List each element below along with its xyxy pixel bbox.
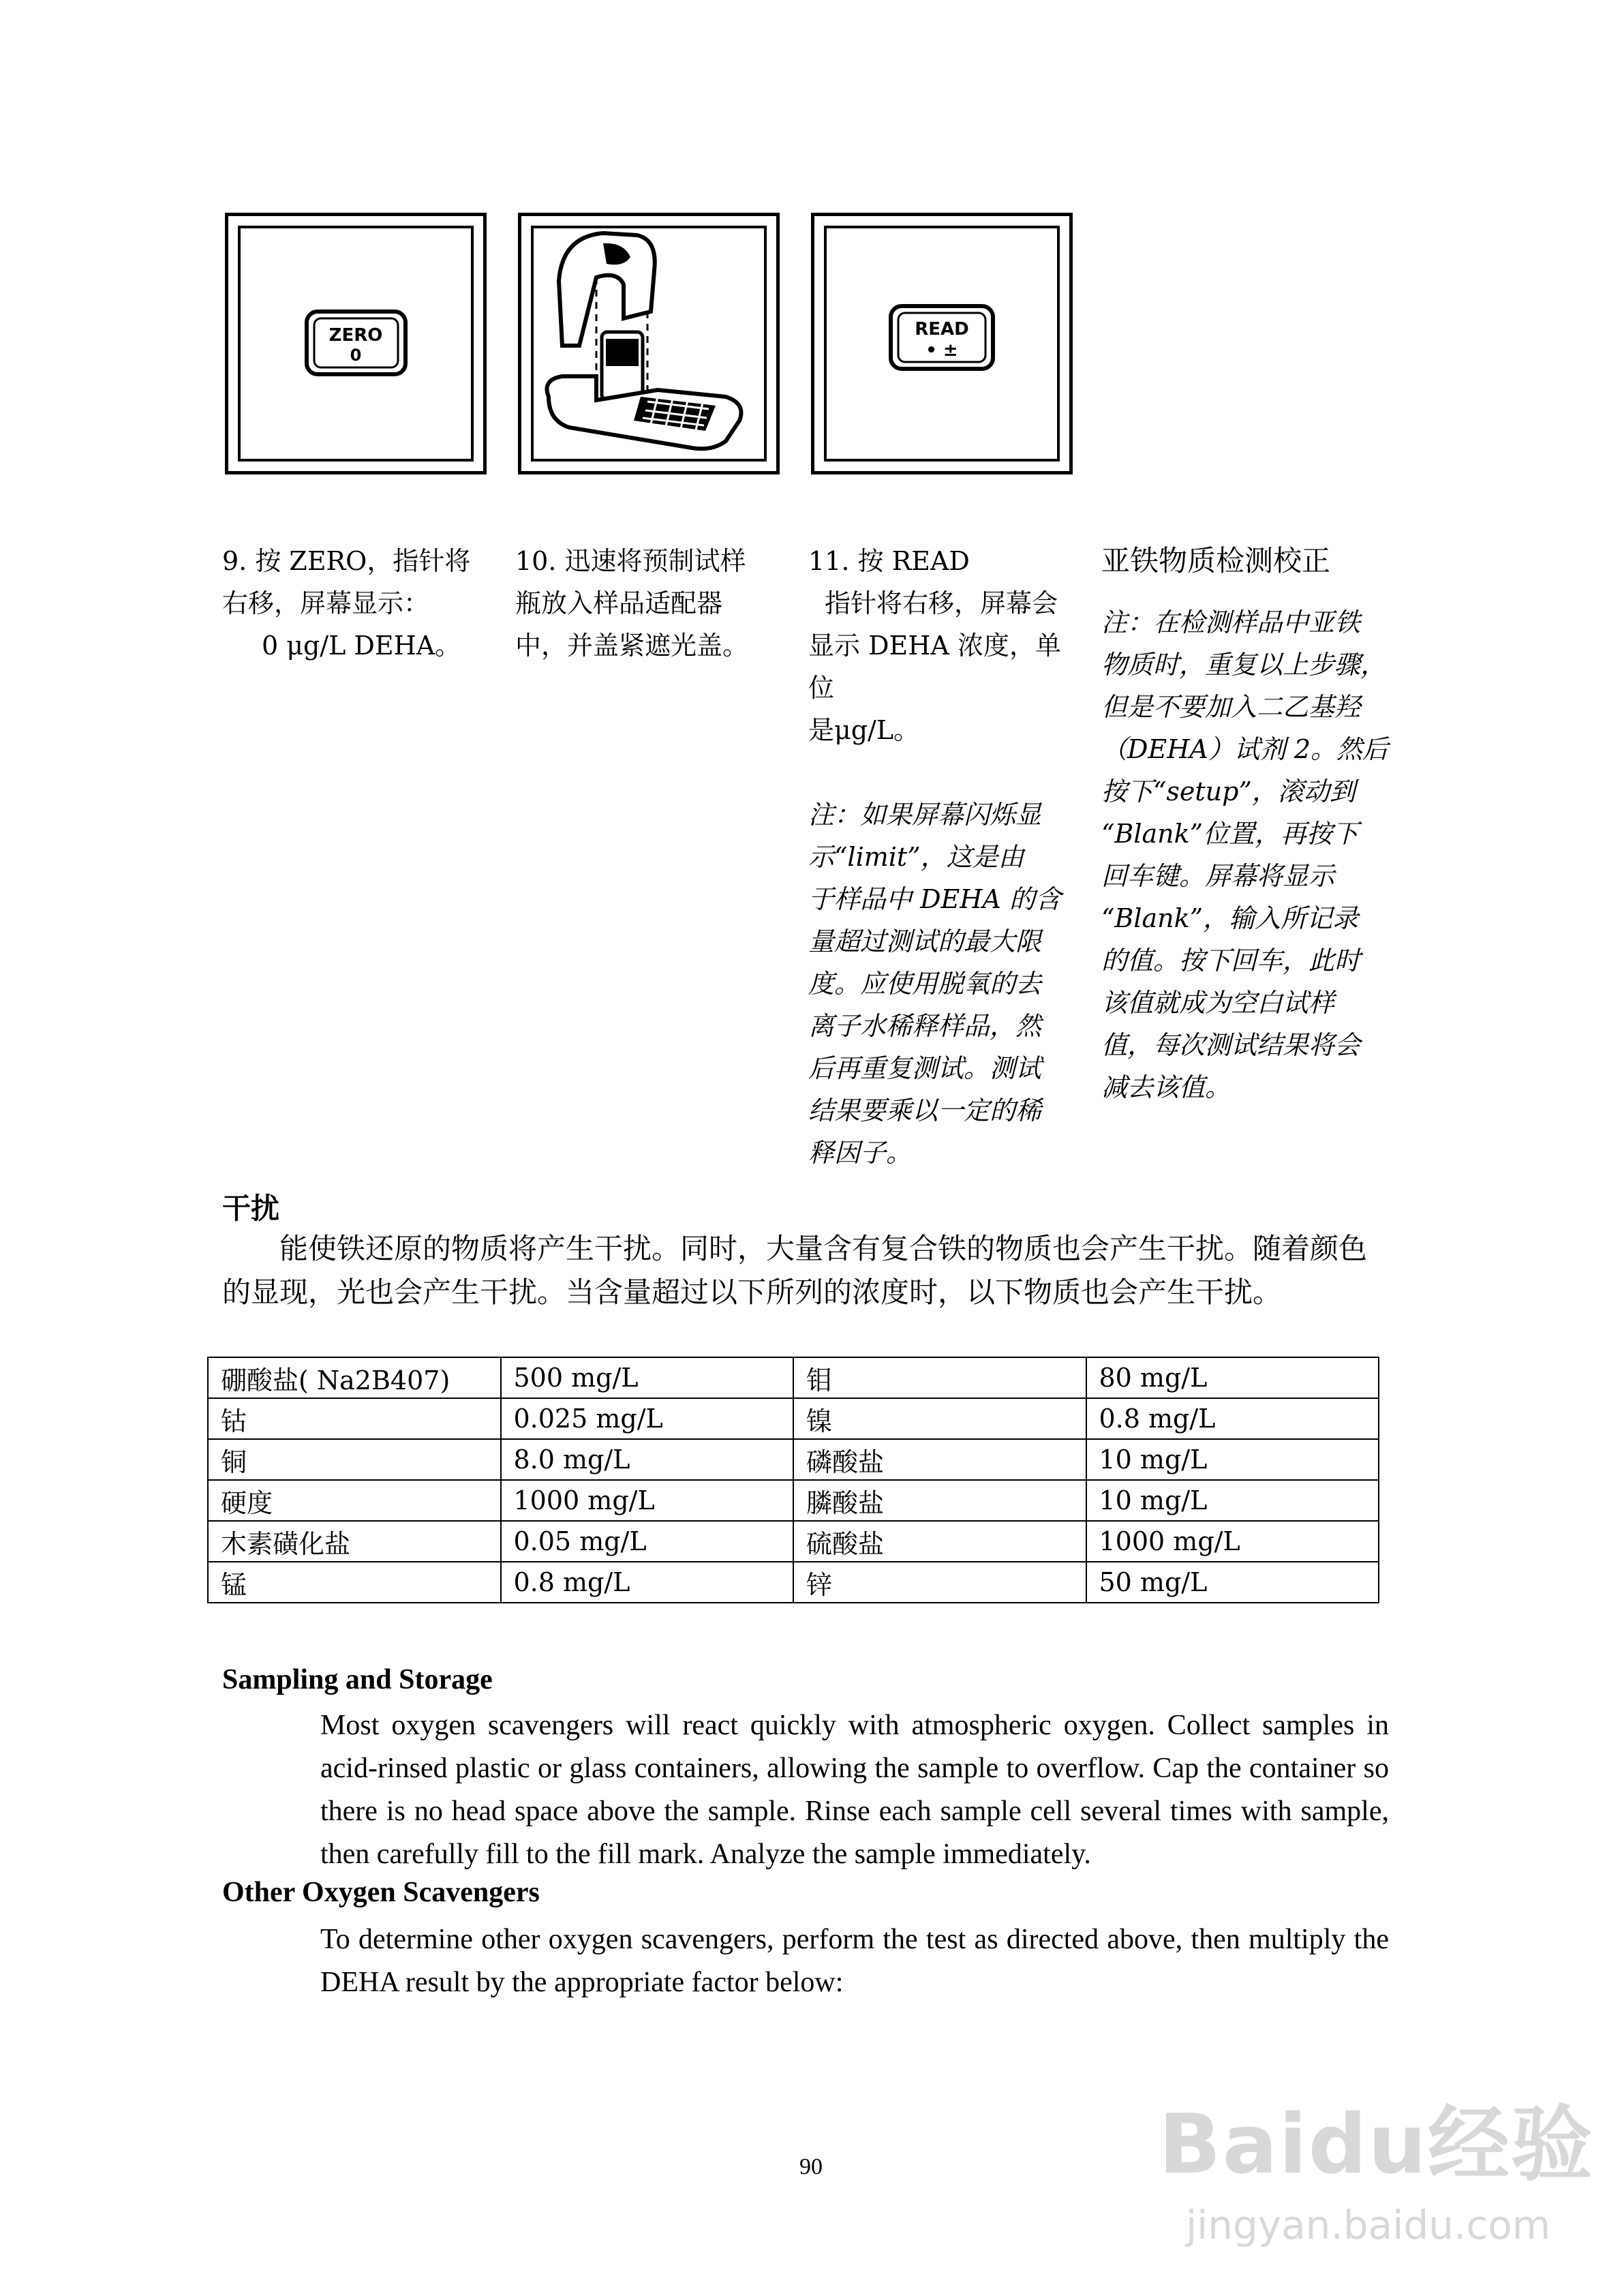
table-cell: 铜	[208, 1439, 501, 1480]
table-row	[208, 1398, 1379, 1439]
note-line: 离子水稀释样品，然	[808, 1011, 1042, 1041]
note-line: 后再重复测试。测试	[808, 1053, 1042, 1083]
table-cell: 8.0 mg/L	[501, 1439, 794, 1480]
table-cell: 锌	[793, 1562, 1086, 1603]
read-button-panel	[811, 213, 1073, 474]
sampling-paragraph: Most oxygen scavengers will react quickly with atmospheric oxygen. Collect samples in acid-rinsed plastic or glass containers, allowing the sample to overflow. Cap the container so there is no head space above the sample. Rinse each sample cell several times with sample, then carefully fill to the fill mark. Analyze the sample immediately.	[320, 1710, 1389, 1870]
note-line: 按下“setup”，滚动到	[1101, 776, 1356, 806]
note-line: 注：如果屏幕闪烁显	[808, 800, 1042, 830]
baidu-logo-icon: Baidu经验	[1159, 2098, 1594, 2192]
table-row	[208, 1439, 1379, 1480]
other-scavengers-paragraph: To determine other oxygen scavengers, perform the test as directed above, then multiply the DEHA result by the appropriate factor below:	[320, 1924, 1389, 1998]
ferrous-correction-title: 亚铁物质检测校正	[1101, 544, 1331, 577]
table-cell: 500 mg/L	[501, 1357, 794, 1398]
table-cell: 磷酸盐	[793, 1439, 1086, 1480]
table-cell: 0.8 mg/L	[501, 1562, 794, 1603]
step-11-line: 指针将右移，屏幕会	[825, 588, 1058, 618]
table-cell: 镍	[793, 1398, 1086, 1439]
read-key-sublabel: • ±	[925, 340, 958, 361]
read-key-icon	[814, 216, 1069, 471]
table-cell: 钴	[208, 1398, 501, 1439]
table-row	[208, 1480, 1379, 1521]
note-line: 注：在检测样品中亚铁	[1101, 607, 1361, 637]
table-cell: 0.025 mg/L	[501, 1398, 794, 1439]
step-10-line: 瓶放入样品适配器	[515, 588, 723, 618]
table-cell: 1000 mg/L	[1086, 1521, 1379, 1562]
note-line: 释因子。	[808, 1138, 913, 1168]
table-cell: 膦酸盐	[793, 1480, 1086, 1521]
interference-table	[207, 1357, 1379, 1603]
note-line: （DEHA）试剂 2。然后	[1101, 734, 1389, 764]
step-11	[808, 540, 1081, 1174]
step-11-line: 显示 DEHA 浓度，单位	[808, 631, 1061, 703]
note-line: 值，每次测试结果将会	[1101, 1030, 1361, 1060]
other-scavengers-heading: Other Oxygen Scavengers	[222, 1877, 540, 1908]
note-line: “Blank”，输入所记录	[1101, 903, 1359, 933]
table-cell: 10 mg/L	[1086, 1439, 1379, 1480]
step-9-line: 9. 按 ZERO，指针将	[222, 546, 471, 576]
note-line: 物质时，重复以上步骤，	[1101, 650, 1387, 680]
note-line: 的值。按下回车，此时	[1101, 946, 1361, 976]
step-10-line: 中，并盖紧遮光盖。	[515, 631, 749, 661]
note-line: 结果要乘以一定的稀	[808, 1096, 1042, 1126]
table-cell: 10 mg/L	[1086, 1480, 1379, 1521]
interference-intro: 能使铁还原的物质将产生干扰。同时，大量含有复合铁的物质也会产生干扰。随着颜色的显现，光也会产生干扰。当含量超过以下所列的浓度时，以下物质也会产生干扰。	[222, 1232, 1368, 1309]
ferrous-correction	[1101, 540, 1401, 1108]
table-row	[208, 1357, 1379, 1398]
note-line: 于样品中 DEHA 的含	[808, 884, 1061, 914]
step-9	[222, 540, 495, 667]
table-cell: 硬度	[208, 1480, 501, 1521]
note-line: 减去该值。	[1101, 1072, 1231, 1102]
table-row	[208, 1562, 1379, 1603]
table-cell: 80 mg/L	[1086, 1357, 1379, 1398]
note-line: 度。应使用脱氧的去	[808, 969, 1042, 999]
table-cell: 1000 mg/L	[501, 1480, 794, 1521]
note-line: 该值就成为空白试样	[1101, 988, 1335, 1018]
note-line: 示“limit”，这是由	[808, 842, 1024, 872]
zero-key-icon	[228, 216, 483, 471]
table-cell: 锰	[208, 1562, 501, 1603]
note-line: 但是不要加入二乙基羟	[1101, 692, 1361, 722]
watermark-url: jingyan.baidu.com	[1186, 2202, 1551, 2248]
instrument-panel	[518, 213, 780, 474]
step-11-note	[808, 794, 1081, 1174]
note-line: “Blank”位置，再按下	[1101, 819, 1359, 849]
step-10-line: 10. 迅速将预制试样	[515, 546, 746, 576]
read-key-label: READ	[915, 319, 969, 339]
step-10	[515, 540, 788, 667]
note-line: 回车键。屏幕将显示	[1101, 861, 1335, 891]
instrument-cell-adapter-icon	[521, 216, 776, 471]
zero-button-panel	[225, 213, 487, 474]
table-cell: 木素磺化盐	[208, 1521, 501, 1562]
interference-title: 干扰	[222, 1192, 280, 1225]
ferrous-correction-note	[1101, 601, 1401, 1108]
table-cell: 硼酸盐( Na2B407)	[208, 1357, 501, 1398]
note-line: 量超过测试的最大限	[808, 926, 1042, 956]
baidu-watermark	[1159, 2059, 1595, 2263]
table-cell: 50 mg/L	[1086, 1562, 1379, 1603]
table-row	[208, 1521, 1379, 1562]
step-11-line: 是μg/L。	[808, 715, 920, 745]
table-cell: 0.8 mg/L	[1086, 1398, 1379, 1439]
step-11-line: 11. 按 READ	[808, 546, 970, 576]
page-number: 90	[799, 2154, 823, 2179]
step-9-line: 0 μg/L DEHA。	[262, 631, 461, 661]
table-cell: 0.05 mg/L	[501, 1521, 794, 1562]
step-9-line: 右移，屏幕显示：	[222, 588, 430, 618]
sampling-heading: Sampling and Storage	[222, 1664, 493, 1695]
zero-key-sublabel: 0	[350, 346, 362, 365]
table-cell: 硫酸盐	[793, 1521, 1086, 1562]
zero-key-label: ZERO	[328, 325, 383, 346]
table-cell: 钼	[793, 1357, 1086, 1398]
